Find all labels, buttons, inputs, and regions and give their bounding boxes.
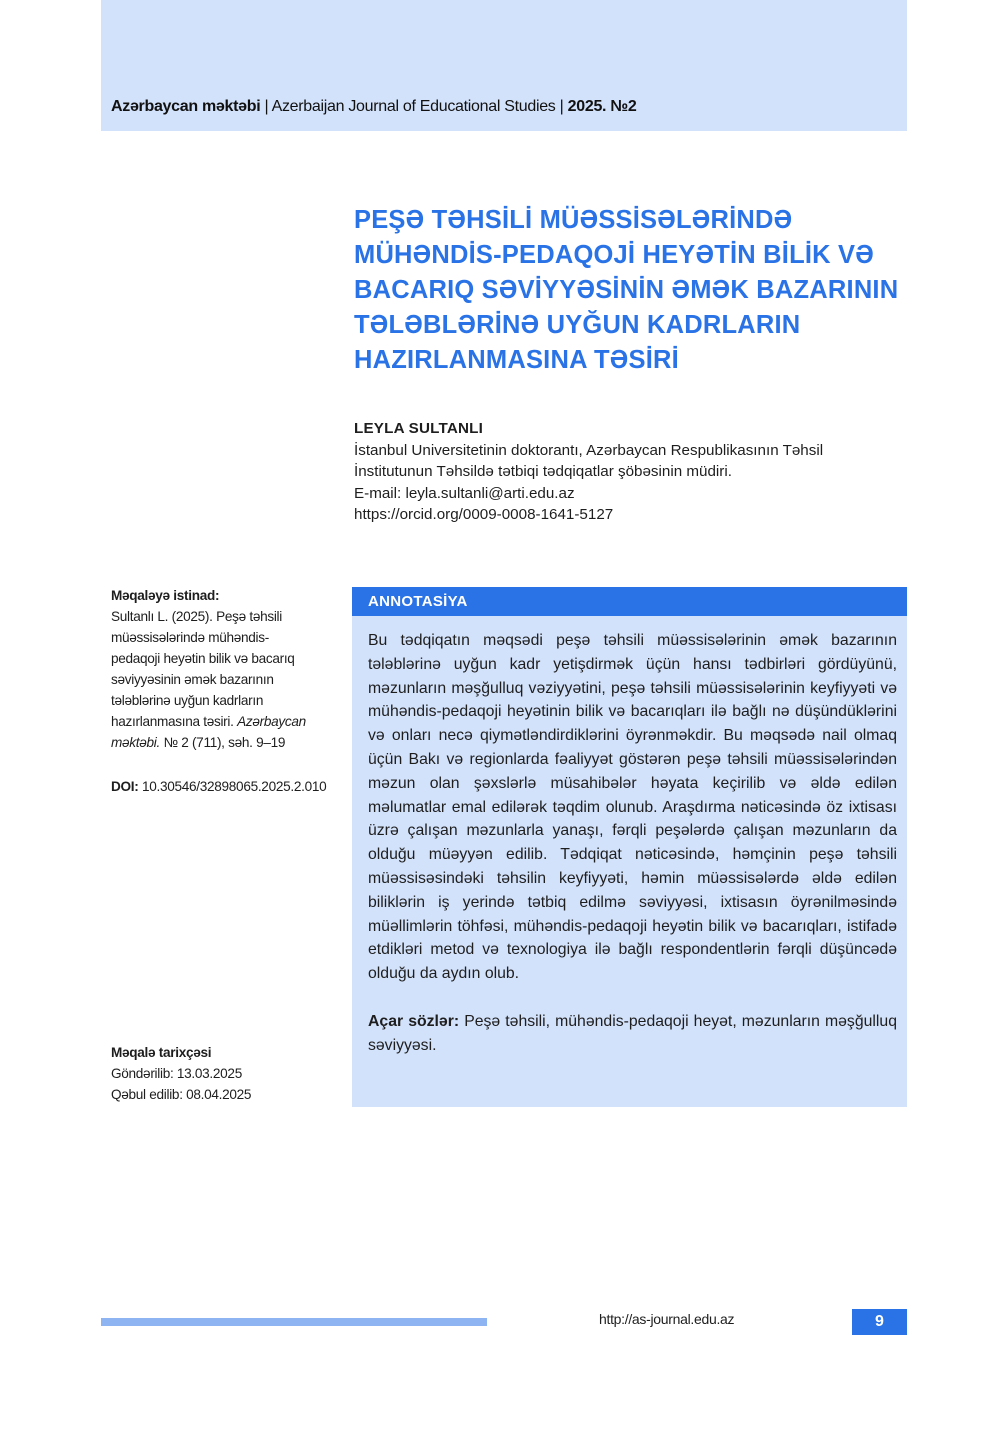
author-orcid[interactable]: https://orcid.org/0009-0008-1641-5127 [354, 506, 614, 523]
journal-header [111, 98, 636, 116]
keywords [368, 1010, 897, 1058]
citation-line [111, 732, 331, 753]
citation-block [111, 585, 331, 753]
footer-bar [101, 1318, 487, 1326]
accepted-date: Qəbul edilib: 08.04.2025 [111, 1087, 252, 1102]
title-line: TƏLƏBLƏRİNƏ UYĞUN KADRLARIN [354, 311, 801, 339]
citation-text: hazırlanmasına təsiri. [111, 714, 238, 729]
title-line: MÜHƏNDİS-PEDAQOJİ HEYƏTİN BİLİK VƏ [354, 241, 874, 269]
citation-text: № 2 (711), səh. 9–19 [159, 735, 286, 750]
title-line: PEŞƏ TƏHSİLİ MÜƏSSİSƏLƏRİNDƏ [354, 206, 793, 234]
page-number: 9 [852, 1309, 907, 1335]
citation-line: tələblərinə uyğun kadrların [111, 693, 264, 708]
abstract-heading: ANNOTASİYA [352, 587, 907, 616]
citation-line: pedaqoji heyətin bilik və bacarıq [111, 651, 295, 666]
citation-journal: məktəbi. [111, 735, 160, 750]
title-line: BACARIQ SƏVİYYƏSİNİN ƏMƏK BAZARININ [354, 276, 899, 304]
abstract-text: Bu tədqiqatın məqsədi peşə təhsili müəssisələrinin əmək bazarının tələblərinə uyğun kadr yetişdirmək üçün hansı tədbirləri gördüyünü, məzunların məşğulluq vəziyyətini, peşə təhsili müəssisələrinin keyfiyyəti və mühəndis-pedaqoji heyətinin bilik və bacarıqları ilə bağlı nə düşündüklərini və onları necə qiymətləndirdiklərini öyrənməkdir. Bu məqsədə nail olmaq üçün Bakı və regionlarda fəaliyyət göstərən peşə təhsili müəssisələrindən məzun olan şəxslərlə müsahibələr həyata keçirilib və əldə edilən məlumatlar emal edilərək təqdim olunub. Araşdırma nəticəsində öz ixtisası üzrə çalışan məzunlarla yanaşı, fərqli peşələrdə çalışan məzunların da olduğu müəyyən edilib. Tədqiqat nəticəsində, həmçinin peşə təhsili müəssisəsindəki təhsilin keyfiyyəti, həmin müəssisələrdə əldə edilən biliklərin iş yerində tətbiq edilmə səviyyəsi, ixtisasın öyrənilməsində müəllimlərin töhfəsi, mühəndis-pedaqoji heyətin bilik və bacarıqları, istifadə etdikləri metod və texnologiya ilə bağlı respondentlərin fərqli düşüncədə olduğu da aydın olub. [368, 632, 897, 983]
title-line: HAZIRLANMASINA TƏSİRİ [354, 346, 679, 374]
abstract-box [352, 616, 907, 1107]
keywords-text: Peşə təhsili, mühəndis-pedaqoji heyət, məzunların məşğulluq səviyyəsi. [368, 1012, 897, 1054]
header-separator: | [260, 98, 272, 115]
journal-name-en: Azerbaijan Journal of Educational Studies [271, 98, 556, 115]
keywords-label: Açar sözlər: [368, 1012, 460, 1030]
author-block [354, 418, 914, 526]
history-label: Məqalə tarixçəsi [111, 1045, 212, 1060]
history-block [111, 1042, 331, 1105]
journal-name-az: Azərbaycan məktəbi [111, 98, 261, 115]
submitted-date: Göndərilib: 13.03.2025 [111, 1066, 242, 1081]
citation-line: Sultanlı L. (2025). Peşə təhsili [111, 609, 282, 624]
author-email[interactable]: E-mail: leyla.sultanli@arti.edu.az [354, 484, 575, 502]
citation-line [111, 711, 331, 732]
author-name: LEYLA SULTANLI [354, 420, 484, 437]
citation-journal: Azərbaycan [237, 714, 306, 729]
doi-value[interactable]: 10.30546/32898065.2025.2.010 [138, 779, 327, 794]
header-separator: | [555, 98, 568, 115]
citation-line: səviyyəsinin əmək bazarının [111, 672, 274, 687]
author-affiliation: İstanbul Universitetinin doktorantı, Azərbaycan Respublikasının Təhsil [354, 441, 824, 459]
journal-issue: 2025. №2 [567, 98, 637, 115]
doi-label: DOI: [111, 779, 139, 794]
citation-label: Məqaləyə istinad: [111, 588, 220, 603]
footer-url[interactable]: http://as-journal.edu.az [599, 1311, 735, 1327]
article-title [354, 203, 914, 378]
citation-line: müəssisələrində mühəndis- [111, 630, 269, 645]
doi-block [111, 776, 331, 797]
author-affiliation: İnstitutunun Təhsildə tətbiqi tədqiqatlar şöbəsinin müdiri. [354, 463, 732, 480]
